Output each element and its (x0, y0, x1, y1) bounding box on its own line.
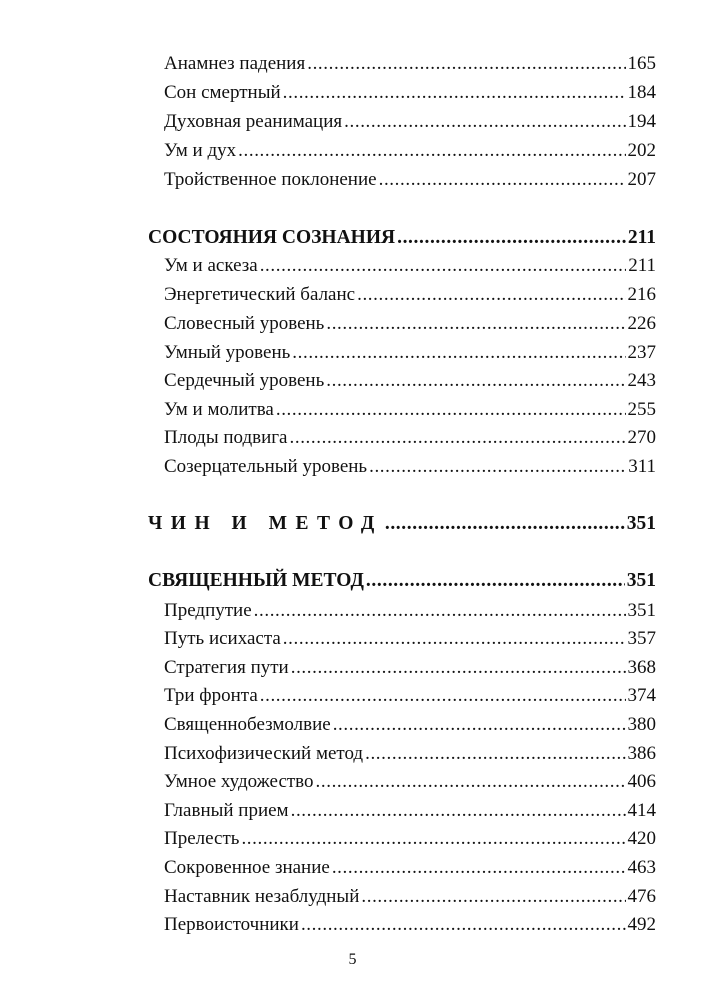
leader-dots (241, 825, 625, 853)
toc-entry-title: Сердечный уровень (164, 370, 325, 391)
toc-entry-title: Стратегия пути (164, 657, 289, 678)
toc-entry-title: Тройственное поклонение (164, 169, 377, 190)
toc-entry-title: Умный уровень (164, 342, 291, 363)
toc-entry (164, 79, 656, 107)
toc-entry-title: Путь исихаста (164, 628, 281, 649)
toc-entry-page: 351 (627, 600, 656, 621)
toc-entry-page: 476 (627, 886, 656, 907)
leader-dots (332, 854, 626, 882)
leader-dots (291, 797, 626, 825)
toc-entry (164, 625, 656, 653)
toc-section-heading (148, 224, 656, 252)
toc-entry-title: Ум и молитва (164, 399, 274, 420)
toc-entry (164, 367, 656, 395)
toc-entry-title: Наставник незаблудный (164, 886, 360, 907)
toc-entry-title: Первоисточники (164, 914, 299, 935)
toc-entry-page: 226 (627, 313, 656, 334)
leader-dots (397, 224, 626, 252)
toc-entry-page: 420 (627, 828, 656, 849)
toc-entry (164, 711, 656, 739)
toc-entry-page: 207 (627, 169, 656, 190)
toc-entry (164, 654, 656, 682)
leader-dots (326, 367, 625, 395)
leader-dots (238, 137, 625, 165)
toc-entry-title: Три фронта (164, 685, 258, 706)
toc-entry-title: Словесный уровень (164, 313, 325, 334)
toc-entry (164, 310, 656, 338)
leader-dots (292, 339, 625, 367)
toc-entry-page: 165 (627, 53, 656, 74)
toc-entry-page: 255 (627, 399, 656, 420)
toc-entry (164, 854, 656, 882)
toc-entry (164, 252, 656, 280)
leader-dots (379, 166, 626, 194)
toc-entry-title: Сокровенное знание (164, 857, 330, 878)
toc-entry-title: Священнобезмолвие (164, 714, 331, 735)
leader-dots (260, 682, 626, 710)
toc-entry (164, 768, 656, 796)
leader-dots (290, 424, 626, 452)
section-title: СВЯЩЕННЫЙ МЕТОД (148, 570, 364, 591)
toc-entry-title: Главный прием (164, 800, 289, 821)
leader-dots (254, 597, 626, 625)
toc-entry (164, 50, 656, 78)
leader-dots (260, 252, 627, 280)
leader-dots (301, 911, 626, 939)
toc-entry (164, 911, 656, 939)
toc-entry-title: Плоды подвига (164, 427, 288, 448)
toc-entry (164, 797, 656, 825)
section-page: 211 (627, 227, 656, 248)
toc-entry (164, 281, 656, 309)
toc-entry-title: Ум и дух (164, 140, 237, 161)
toc-section-heading (148, 510, 656, 538)
leader-dots (291, 654, 626, 682)
section-page: 351 (626, 513, 656, 534)
toc-entry-page: 374 (627, 685, 656, 706)
leader-dots (344, 108, 625, 136)
toc-entry-title: Предпутие (164, 600, 252, 621)
toc-entry-title: Духовная реанимация (164, 111, 343, 132)
toc-entry-page: 357 (627, 628, 656, 649)
leader-dots (276, 396, 626, 424)
toc-entry (164, 424, 656, 452)
section-title: СОСТОЯНИЯ СОЗНАНИЯ (148, 227, 396, 248)
leader-dots (357, 281, 625, 309)
toc-entry-page: 237 (627, 342, 656, 363)
toc-entry-title: Энергетический баланс (164, 284, 356, 305)
toc-entry-page: 406 (627, 771, 656, 792)
toc-entry-page: 270 (627, 427, 656, 448)
leader-dots (366, 567, 625, 595)
leader-dots (307, 50, 625, 78)
toc-entry (164, 108, 656, 136)
toc-entry-page: 216 (627, 284, 656, 305)
toc-entry-page: 202 (627, 140, 656, 161)
toc-entry-page: 194 (627, 111, 656, 132)
toc-entry-title: Прелесть (164, 828, 240, 849)
toc-entry-page: 386 (627, 743, 656, 764)
toc-entry-title: Анамнез падения (164, 53, 306, 74)
toc-entry-page: 243 (627, 370, 656, 391)
toc-entry-title: Сон смертный (164, 82, 281, 103)
toc-entry (164, 166, 656, 194)
leader-dots (333, 711, 626, 739)
toc-entry (164, 339, 656, 367)
toc-entry (164, 883, 656, 911)
leader-dots (385, 510, 625, 538)
toc-entry (164, 137, 656, 165)
toc-entry-page: 311 (628, 456, 656, 477)
toc-entry (164, 597, 656, 625)
leader-dots (326, 310, 625, 338)
leader-dots (316, 768, 626, 796)
toc-entry (164, 740, 656, 768)
leader-dots (365, 740, 625, 768)
leader-dots (283, 625, 626, 653)
toc-entry-title: Созерцательный уровень (164, 456, 368, 477)
toc-entry-page: 211 (628, 255, 656, 276)
toc-entry-title: Психофизический метод (164, 743, 364, 764)
toc-entry (164, 682, 656, 710)
page-number: 5 (348, 951, 357, 968)
toc-entry-page: 184 (627, 82, 656, 103)
toc-entry-page: 368 (627, 657, 656, 678)
toc-entry-page: 463 (627, 857, 656, 878)
toc-entry-page: 414 (627, 800, 656, 821)
toc-entry-page: 492 (627, 914, 656, 935)
leader-dots (369, 453, 626, 481)
toc-entry-page: 380 (627, 714, 656, 735)
toc-entry-title: Умное художество (164, 771, 314, 792)
toc-entry (164, 825, 656, 853)
toc-section-heading (148, 567, 656, 595)
toc-entry (164, 396, 656, 424)
toc-entry-title: Ум и аскеза (164, 255, 258, 276)
section-page: 351 (626, 570, 656, 591)
leader-dots (283, 79, 626, 107)
toc-entry (164, 453, 656, 481)
section-title: ЧИН И МЕТОД (148, 513, 383, 534)
leader-dots (361, 883, 625, 911)
